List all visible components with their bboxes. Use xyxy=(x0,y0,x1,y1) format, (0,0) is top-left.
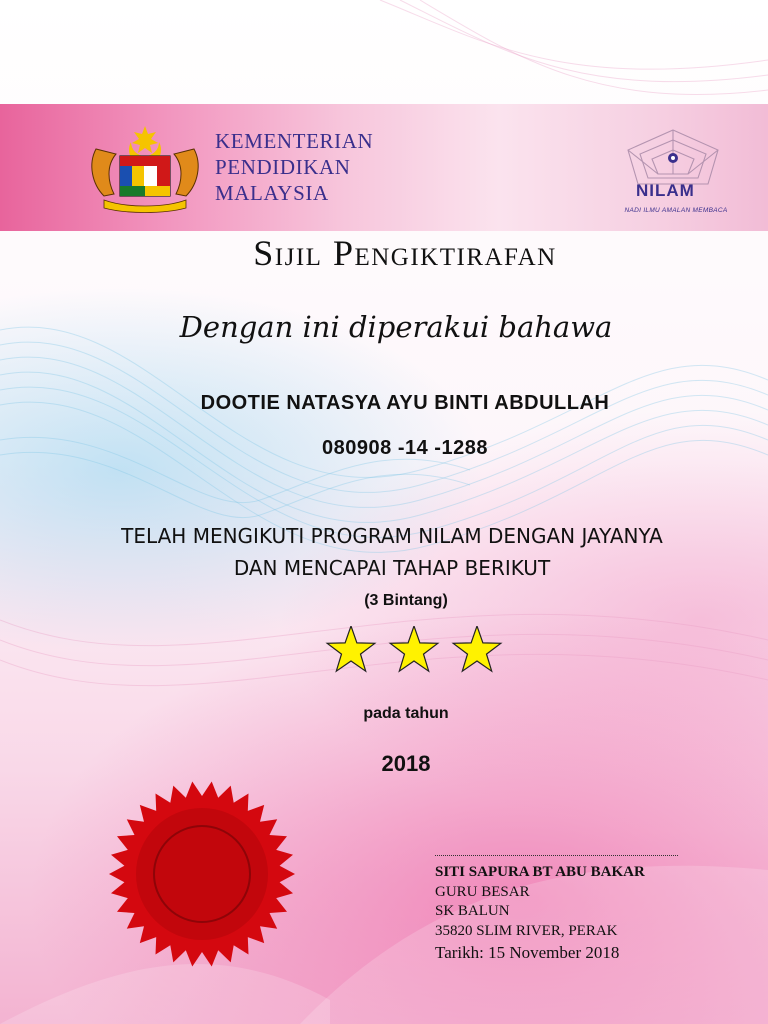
statement-line-1: TELAH MENGIKUTI PROGRAM NILAM DENGAN JAYANYA xyxy=(121,524,663,548)
star-rating xyxy=(320,626,510,676)
statement-line-2: DAN MENCAPAI TAHAP BERIKUT xyxy=(233,556,551,580)
award-year: 2018 xyxy=(381,751,431,776)
certificate-subtitle: Dengan ini diperakui bahawa xyxy=(179,310,613,344)
ministry-line-1: KEMENTERIAN xyxy=(215,129,374,153)
star-icon xyxy=(453,626,501,671)
star-icon xyxy=(390,626,438,671)
signer-address: 35820 SLIM RIVER, PERAK xyxy=(435,922,618,939)
seal-disc xyxy=(136,808,268,940)
ministry-name xyxy=(215,128,373,206)
signature-block xyxy=(435,863,645,964)
ministry-line-3: MALAYSIA xyxy=(215,181,329,205)
certificate-date: Tarikh: 15 November 2018 xyxy=(435,943,620,963)
star-icon xyxy=(327,626,375,671)
malaysia-coat-of-arms-icon xyxy=(86,124,204,214)
ministry-line-2: PENDIDIKAN xyxy=(215,155,351,179)
signature-line xyxy=(435,855,678,856)
signer-name: SITI SAPURA BT ABU BAKAR xyxy=(435,864,645,880)
level-label: (3 Bintang) xyxy=(364,592,448,609)
recipient-id-number: 080908 -14 -1288 xyxy=(322,437,488,459)
recipient-name: DOOTIE NATASYA AYU BINTI ABDULLAH xyxy=(200,392,610,414)
certificate-title: Sijil Pengiktirafan xyxy=(253,233,557,273)
nilam-logo-text: NILAM xyxy=(636,181,695,200)
signer-school: SK BALUN xyxy=(435,903,510,920)
signer-position: GURU BESAR xyxy=(435,883,530,900)
nilam-tagline: NADI ILMU AMALAN MEMBACA xyxy=(624,207,728,214)
year-label: pada tahun xyxy=(363,705,449,722)
red-seal-icon xyxy=(108,780,296,968)
